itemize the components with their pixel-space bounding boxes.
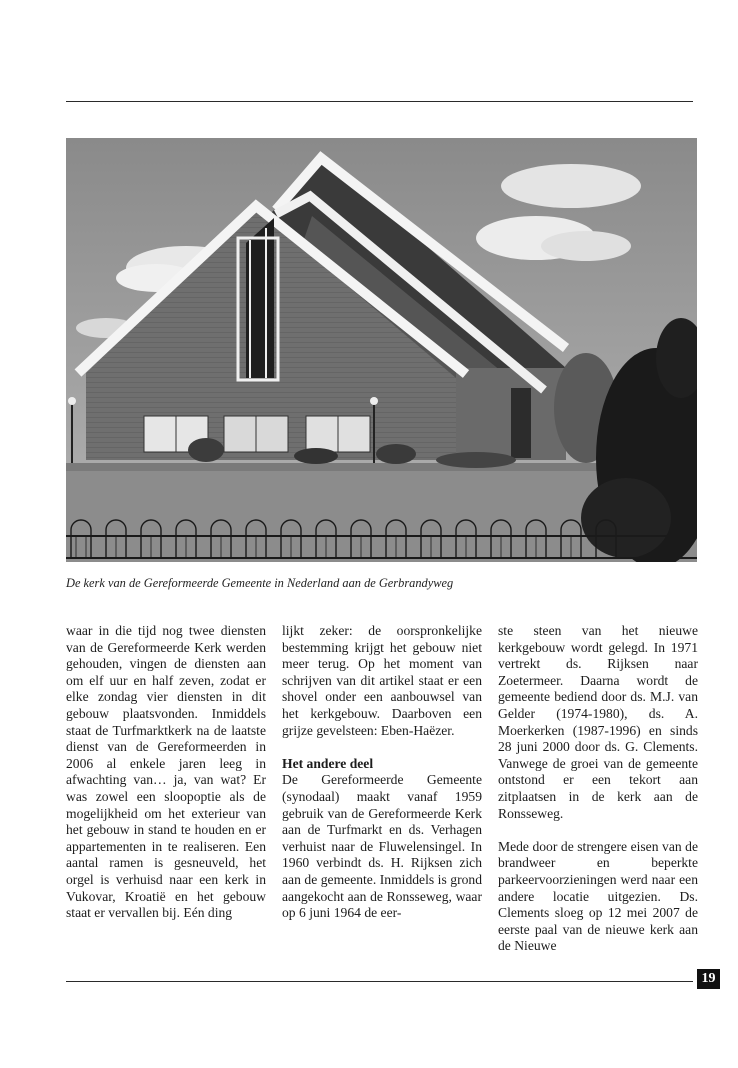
church-photo (66, 138, 697, 562)
paragraph: De Gereformeerde Gemeente (synodaal) maakt vanaf 1959 gebruik van de Gereformeerde Kerk aan de Turfmarkt en ds. Verhagen verhuist naar de Fluwelensingel. In 1960 verbindt ds. H. Rijksen zich aan de gemeente. Inmiddels is grond aangekocht aan de Ronsseweg, waar op 6 juni 1964 de eer- (282, 772, 482, 921)
bottom-rule (66, 981, 693, 982)
text-column-1 (66, 623, 266, 922)
paragraph: waar in die tijd nog twee diensten van de Gereformeerde Kerk werden gehouden, vingen de diensten aan om elf uur en half zeven, zodat er elke zondag vier diensten in dit gebouw plaatsvonden. Inmiddels staat de Turfmarktkerk na de laatste dienst van de Gereformeerden in 2006 al enkele jaren leeg in afwachting van… ja, van wat? Er was zowel een sloopoptie als de mogelijkheid om het exterieur van het gebouw in stand te houden en er appartementen in te realiseren. Een aantal ramen is gesneuveld, het orgel is verhuisd naar een kerk in Vukovar, Kroatië en het gebouw staat er vervallen bij. Eén ding (66, 623, 266, 921)
paragraph: Mede door de strengere eisen van de brandweer en beperkte parkeervoorzieningen werd naar een andere locatie uitgezien. Ds. Clements sloeg op 12 mei 2007 de eerste paal van de nieuwe kerk aan de Nieuwe (498, 838, 698, 954)
page-number: 19 (697, 969, 720, 989)
text-column-3 (498, 623, 698, 955)
paragraph: ste steen van het nieuwe kerkgebouw wordt gelegd. In 1971 vertrekt ds. Rijksen naar Zoetermeer. Daarna wordt de gemeente bediend door ds. M.J. van Gelder (1974-1980), ds. A. Moerkerken (1987-1996) en sinds 28 juni 2000 door ds. G. Clements. Vanwege de groei van de gemeente ontstond er een tekort aan zitplaatsen in de kerk aan de Ronsseweg. (498, 623, 698, 821)
top-rule (66, 101, 693, 102)
paragraph: lijkt zeker: de oorspronkelijke bestemming krijgt het gebouw niet meer terug. Op het moment van schrijven van dit artikel staat er een shovel onder een aanbouwsel van het kerkgebouw. Daarboven een grijze gevelsteen: Eben-Haëzer. (282, 623, 482, 738)
section-heading: Het andere deel (282, 755, 374, 771)
photo-caption: De kerk van de Gereformeerde Gemeente in Nederland aan de Gerbrandyweg (66, 576, 454, 590)
text-column-2 (282, 623, 482, 922)
